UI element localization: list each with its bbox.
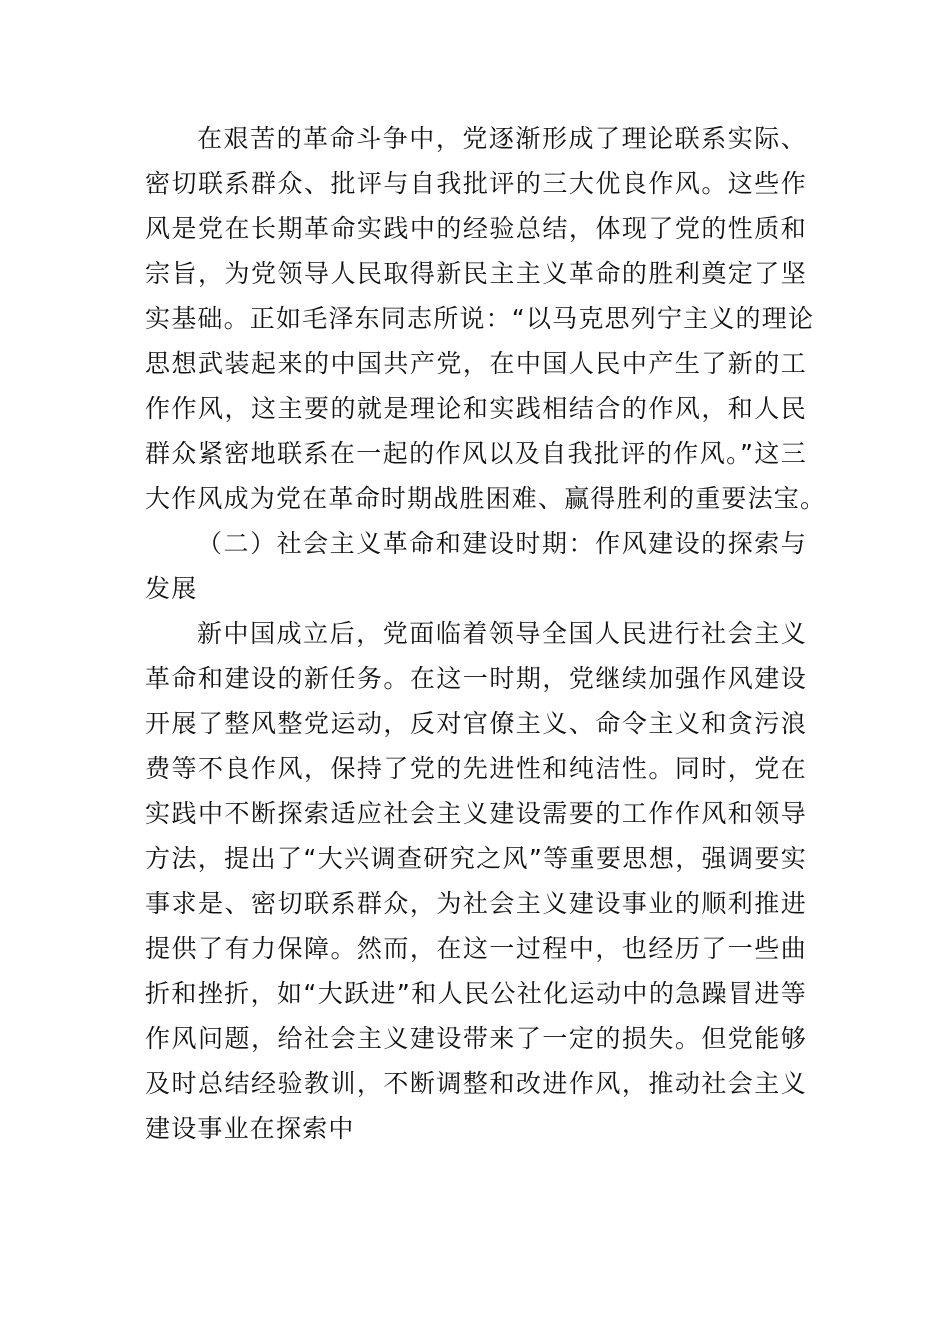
text-line: 宗旨，为党领导人民取得新民主主义革命的胜利奠定了坚 — [145, 259, 807, 288]
text-line: 实践中不断探索适应社会主义建设需要的工作作风和领导 — [145, 799, 807, 828]
paragraph-revolution-style — [145, 116, 827, 521]
text-line: 提供了有力保障。然而，在这一过程中，也经历了一些曲 — [145, 934, 807, 963]
text-line: 密切联系群众、批评与自我批评的三大优良作风。这些作 — [145, 169, 807, 198]
text-line: 作风问题，给社会主义建设带来了一定的损失。但党能够 — [145, 1024, 807, 1053]
text-line: 开展了整风整党运动，反对官僚主义、命令主义和贪污浪 — [145, 709, 807, 738]
text-line: 新中国成立后，党面临着领导全国人民进行社会主义 — [197, 619, 807, 648]
text-line: 折和挫折，如“大跃进”和人民公社化运动中的急躁冒进等 — [145, 979, 807, 1008]
text-line: 及时总结经验教训，不断调整和改进作风，推动社会主义 — [145, 1069, 807, 1098]
text-line: 思想武装起来的中国共产党，在中国人民中产生了新的工 — [145, 349, 807, 378]
text-line: 实基础。正如毛泽东同志所说：“以马克思列宁主义的理论 — [145, 304, 815, 333]
document-body — [145, 116, 827, 1151]
section-heading-socialist-period — [145, 521, 807, 611]
text-line: 作作风，这主要的就是理论和实践相结合的作风，和人民 — [145, 394, 807, 423]
text-line: 事求是、密切联系群众，为社会主义建设事业的顺利推进 — [145, 889, 807, 918]
text-line: 在艰苦的革命斗争中，党逐渐形成了理论联系实际、 — [197, 124, 807, 153]
heading-line: 发展 — [145, 574, 198, 603]
paragraph-socialist-construction — [145, 611, 807, 1151]
heading-line: （二）社会主义革命和建设时期：作风建设的探索与 — [197, 529, 807, 558]
text-line: 费等不良作风，保持了党的先进性和纯洁性。同时，党在 — [145, 754, 807, 783]
text-line: 群众紧密地联系在一起的作风以及自我批评的作风。”这三 — [145, 439, 807, 468]
text-line: 建设事业在探索中 — [145, 1114, 355, 1143]
text-line: 革命和建设的新任务。在这一时期，党继续加强作风建设 — [145, 664, 807, 693]
text-line: 大作风成为党在革命时期战胜困难、赢得胜利的重要法宝。 — [145, 484, 827, 513]
text-line: 方法，提出了“大兴调查研究之风”等重要思想，强调要实 — [145, 844, 807, 873]
text-line: 风是党在长期革命实践中的经验总结，体现了党的性质和 — [145, 214, 807, 243]
